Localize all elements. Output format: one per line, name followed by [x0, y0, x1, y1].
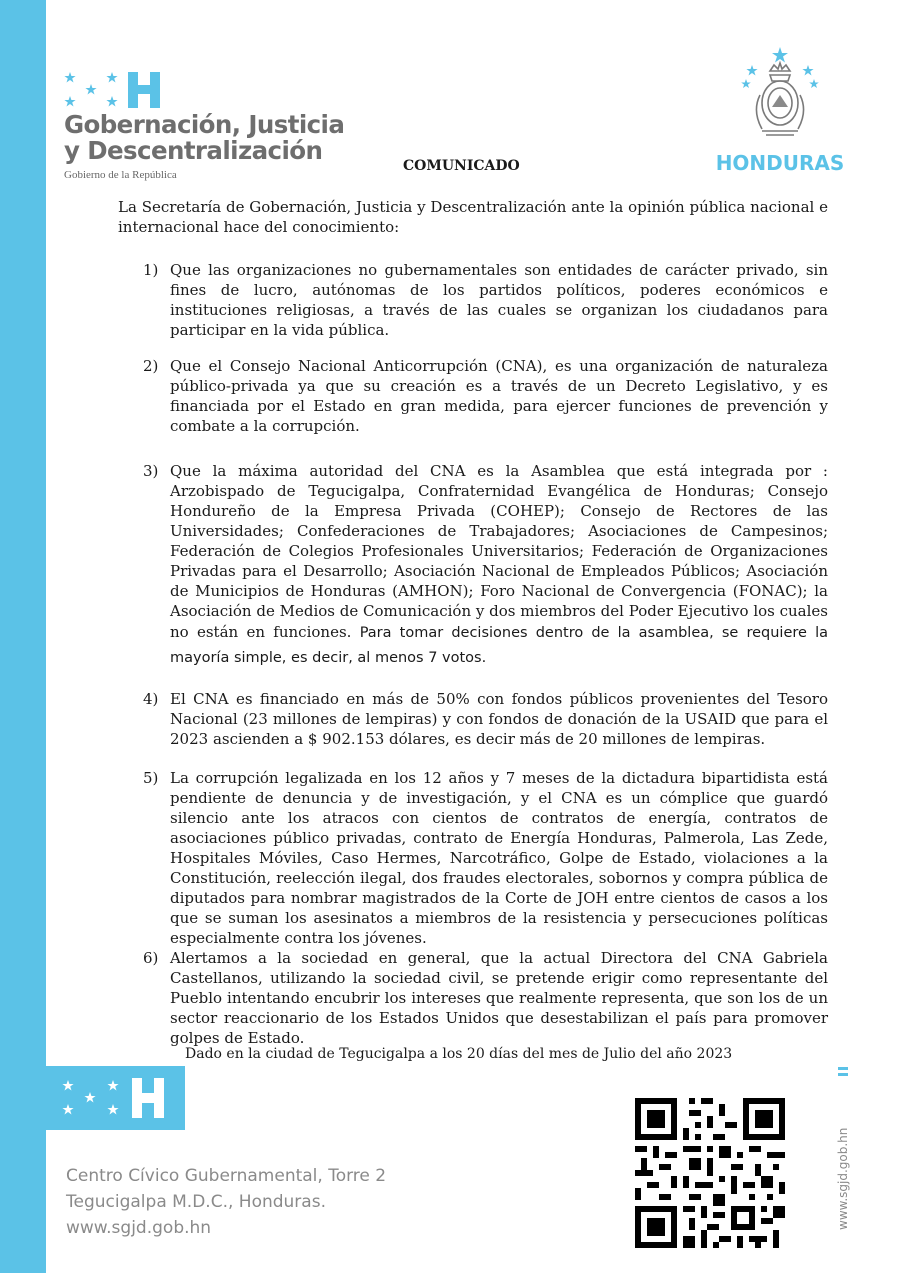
document-title: COMUNICADO	[403, 158, 520, 174]
honduras-logo	[700, 45, 860, 180]
list-item	[143, 768, 828, 948]
coat-of-arms-icon	[700, 45, 860, 150]
item-number: 4)	[143, 690, 159, 708]
item-text	[170, 461, 828, 671]
item-number: 2)	[143, 357, 159, 375]
qr-code-icon[interactable]	[635, 1098, 785, 1248]
footer-h-logo-icon	[46, 1066, 185, 1130]
item-text: El CNA es financiado en más de 50% con fondos públicos provenientes del Tesoro Nacional (23 millones de lempiras) y con fondos de donación de la USAID que para el 2023 ascienden a $ 902.153 dólares, es decir más de 20 millones de lempiras.	[170, 690, 828, 748]
footer-logo-tile	[46, 1066, 185, 1130]
item-text-tail: Para tomar decisiones dentro de la asamblea, se requiere la mayoría simple, es decir, al menos 7 votos.	[170, 625, 828, 666]
intro-paragraph: La Secretaría de Gobernación, Justicia y Descentralización ante la opinión pública nacional e internacional hace del conocimiento:	[118, 198, 828, 236]
item-number: 5)	[143, 769, 159, 787]
side-mark-icon	[838, 1066, 848, 1078]
list-item	[143, 689, 828, 749]
address-line1: Centro Cívico Gubernamental, Torre 2	[66, 1166, 387, 1186]
government-subtitle: Gobierno de la República	[64, 169, 177, 181]
item-text: Que el Consejo Nacional Anticorrupción (CNA), es una organización de naturaleza público-privada ya que su creación es a través de un Decreto Legislativo, y es financiada por el Estado en gran medida, para ejercer funciones de prevención y combate a la corrupción.	[170, 357, 828, 435]
org-name-line2: y Descentralización	[64, 136, 323, 165]
org-name-line1: Gobernación, Justicia	[64, 110, 345, 139]
side-website-text[interactable]: www.sgjd.gob.hn	[836, 1127, 850, 1230]
stars-icon	[64, 70, 124, 110]
item-number: 3)	[143, 462, 159, 480]
item-number: 1)	[143, 261, 159, 279]
item-number: 6)	[143, 949, 159, 967]
item-text-main: Que la máxima autoridad del CNA es la Asamblea que está integrada por : Arzobispado de Tegucigalpa, Confraternidad Evangélica de Honduras; Consejo Hondureño de la Empresa Privada (COHEP); Consejo de Rectores de las Universidades; Confederaciones de Trabajadores; Asociaciones de Campesinos; Federación de Colegios Profesionales Universitarios; Federación de Organizaciones Privadas para el Desarrollo; Asociación Nacional de Empleados Públicos; Asociación de Municipios de Honduras (AMHON); Foro Nacional de Convergencia (FONAC); la Asociación de Medios de Comunicación y dos miembros del Poder Ejecutivo los cuales no están en funciones.	[170, 462, 828, 641]
ministry-logo	[64, 70, 404, 185]
item-text: La corrupción legalizada en los 12 años y 7 meses de la dictadura bipartidista está pendiente de denuncia y de investigación, y el CNA es un cómplice que guardó silencio ante los atracos con cientos de contratos de energía, contratos de asociaciones público privadas, contrato de Energía Honduras, Palmerola, Las Zede, Hospitales Móviles, Caso Hermes, Narcotráfico, Golpe de Estado, violaciones a la Constitución, reelección ilegal, dos fraudes electorales, sobornos y compra pública de diputados para nombrar magistrados de la Corte de JOH entre cientos de casos a los que se suman los asesinatos a miembros de la resistencia y persecuciones políticas especialmente contra los jóvenes.	[170, 769, 828, 947]
website-link[interactable]: www.sgjd.gob.hn	[66, 1218, 212, 1238]
h-logo-icon	[126, 70, 162, 110]
list-item	[143, 356, 828, 436]
list-item	[143, 461, 828, 671]
left-accent-bar	[0, 0, 46, 1273]
honduras-wordmark: HONDURAS	[715, 151, 845, 175]
list-item	[143, 260, 828, 340]
item-text: Alertamos a la sociedad en general, que la actual Directora del CNA Gabriela Castellanos, utilizando la sociedad civil, se pretende erigir como representante del Pueblo intentando encubrir los intereses que realmente representa, que son los de un sector reaccionario de los Estados Unidos que desestabilizan el país para promover golpes de Estado.	[170, 949, 828, 1047]
address-line2: Tegucigalpa M.D.C., Honduras.	[66, 1192, 326, 1212]
closing-line: Dado en la ciudad de Tegucigalpa a los 20 días del mes de Julio del año 2023	[185, 1046, 733, 1062]
item-text: Que las organizaciones no gubernamentales son entidades de carácter privado, sin fines de lucro, autónomas de los partidos políticos, poderes económicos e instituciones religiosas, a través de las cuales se organizan los ciudadanos para participar en la vida pública.	[170, 261, 828, 339]
list-item	[143, 948, 828, 1048]
